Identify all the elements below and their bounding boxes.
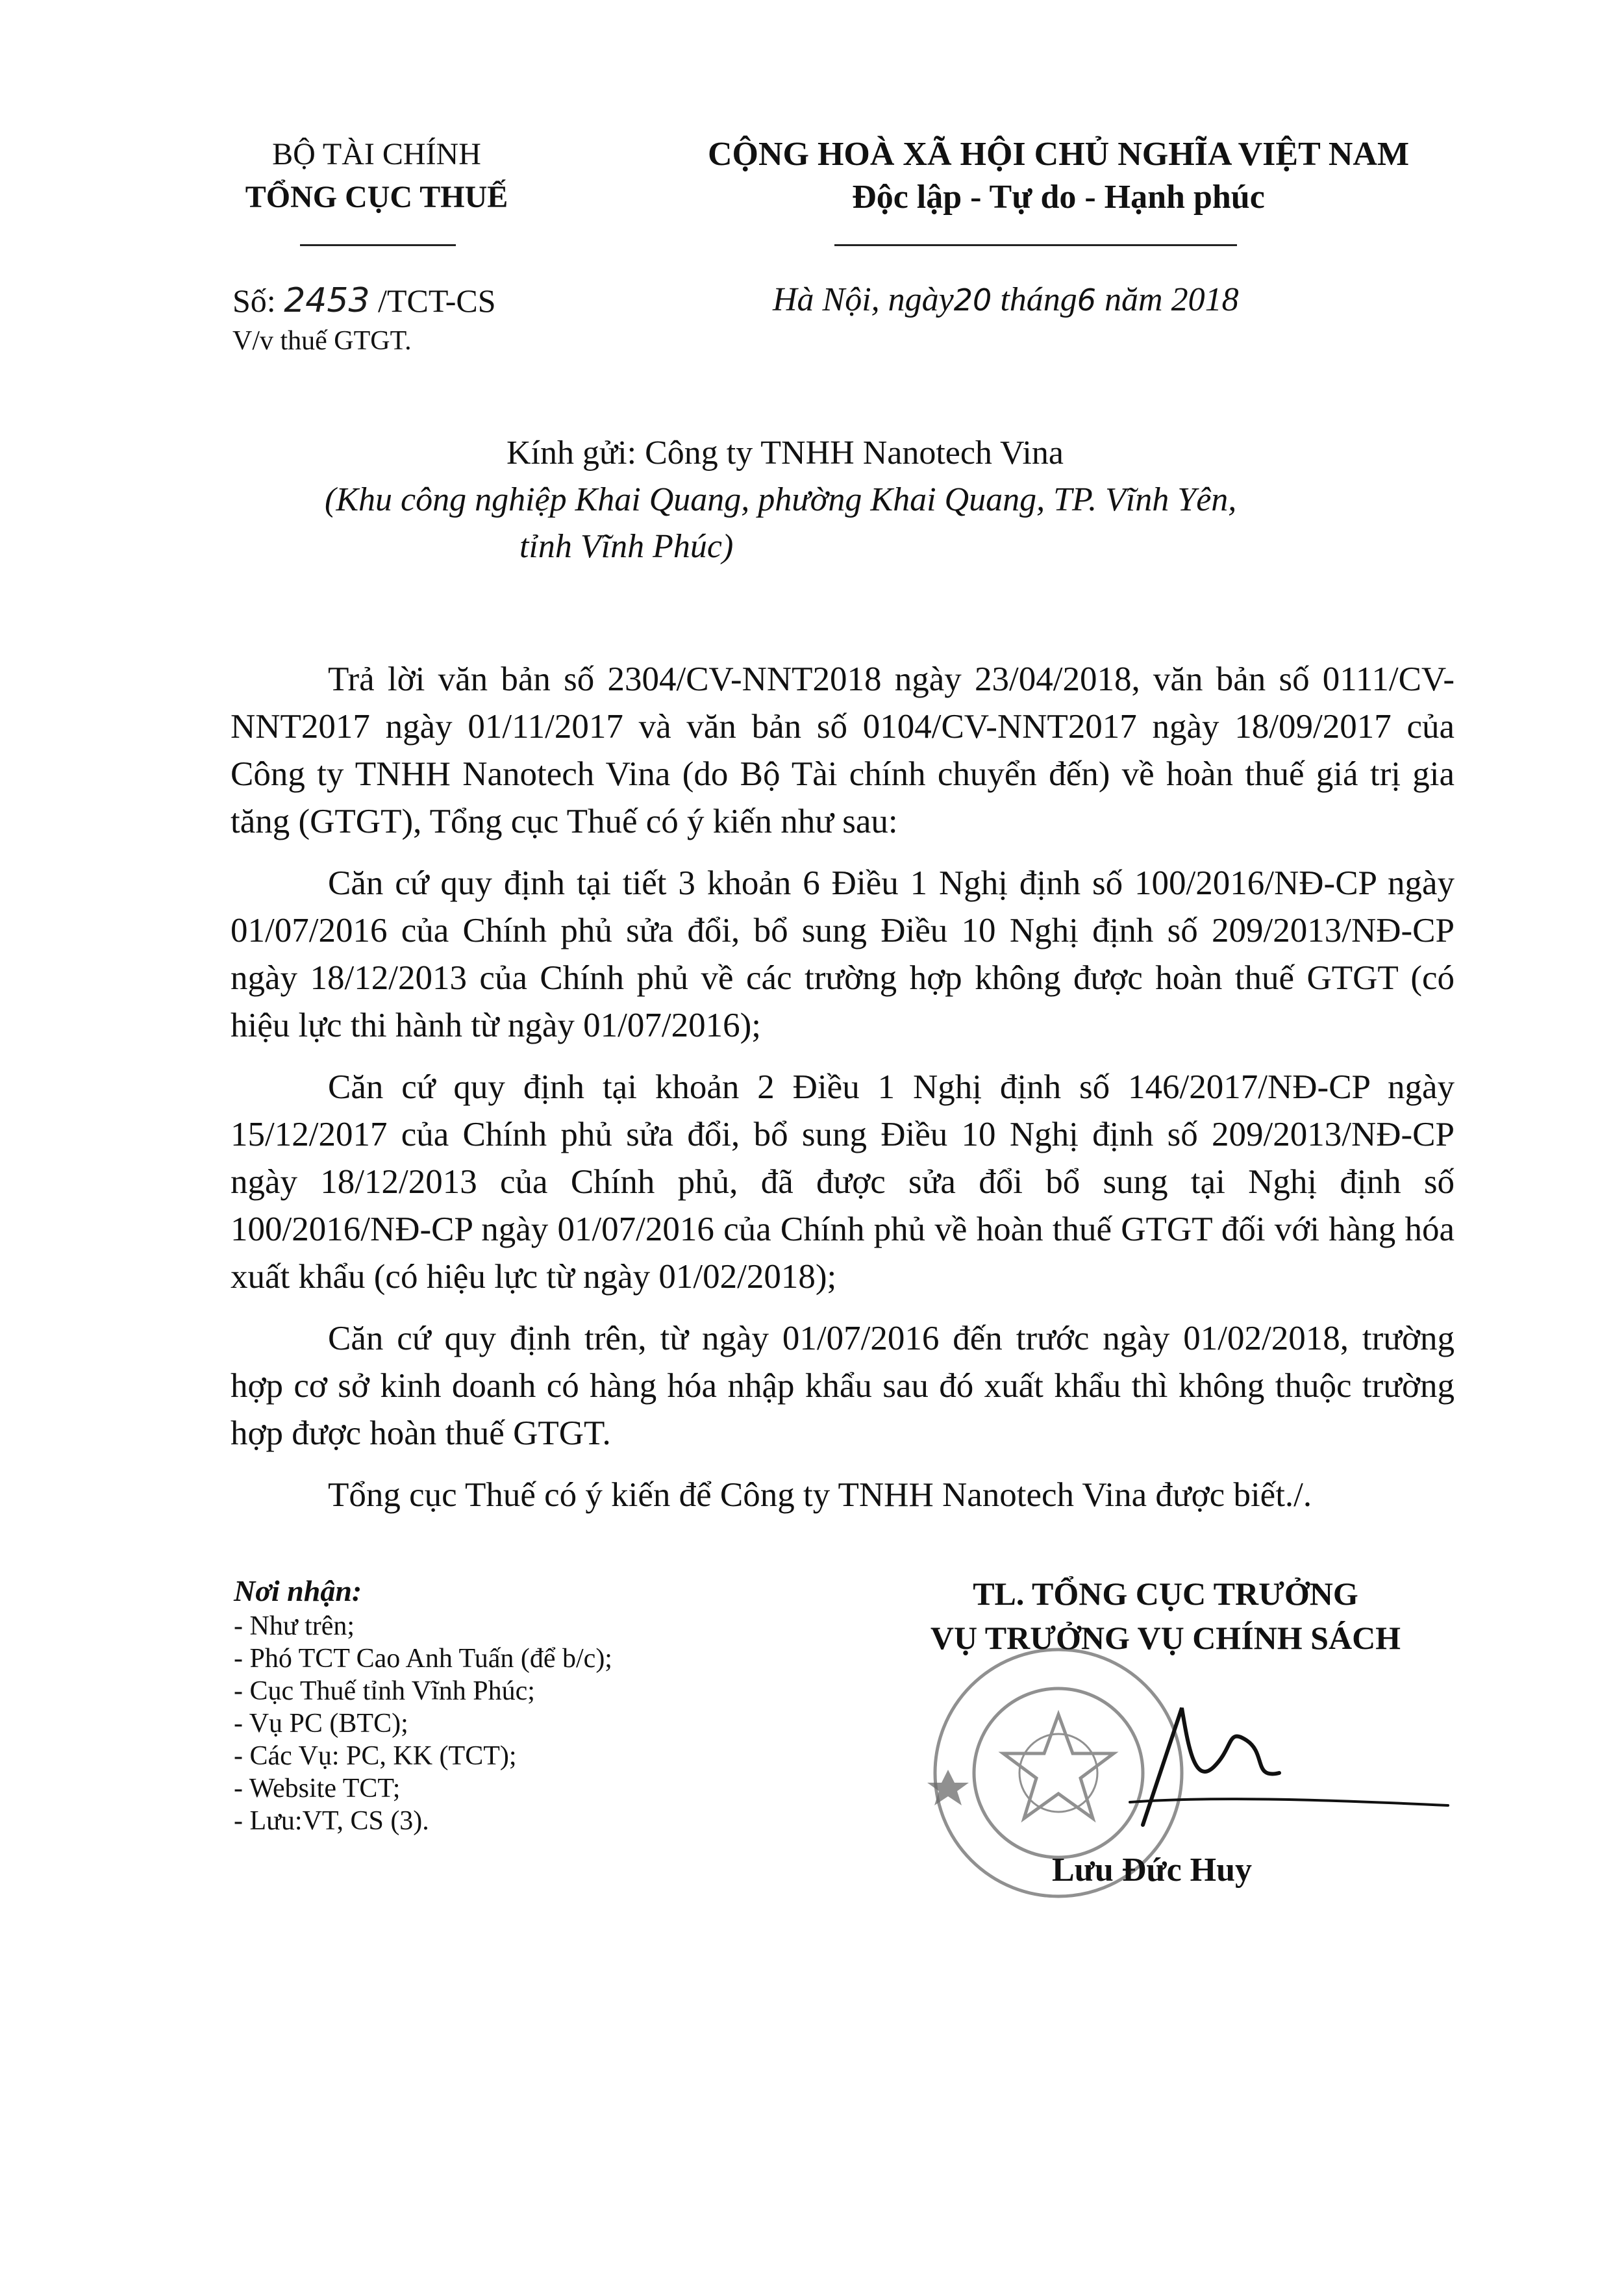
handwritten-signature-icon: [1117, 1689, 1455, 1844]
signer-name: Lưu Đức Huy: [1052, 1852, 1253, 1889]
recipients-items: [234, 1610, 612, 1837]
letter-body: [231, 656, 1455, 1533]
signature-block: [890, 1572, 1442, 1660]
date-month: 6: [1077, 283, 1097, 318]
body-paragraph-2: Căn cứ quy định tại tiết 3 khoản 6 Điều 1 Nghị định số 100/2016/NĐ-CP ngày 01/07/2016 của Chính phủ sửa đổi, bổ sung Điều 10 Nghị định số 209/2013/NĐ-CP ngày 18/12/2013 của Chính phủ về các trường hợp không được hoàn thuế GTGT (có hiệu lực thi hành từ ngày 01/07/2016);: [231, 864, 1455, 1044]
recipient-block: [325, 430, 1237, 570]
signature-line-1: TL. TỔNG CỤC TRƯỞNG: [973, 1576, 1358, 1612]
motto-underline: [834, 244, 1237, 246]
recipient-item: - Như trên;: [234, 1611, 355, 1641]
recipient-address-line2: tỉnh Vĩnh Phúc): [519, 528, 734, 565]
signature-line-2: VỤ TRƯỞNG VỤ CHÍNH SÁCH: [930, 1620, 1401, 1656]
document-number-block: [232, 281, 496, 361]
department-name: TỔNG CỤC THUẾ: [245, 180, 508, 214]
national-header: [636, 133, 1480, 219]
date-line: [773, 281, 1239, 319]
recipient-address-line1: (Khu công nghiệp Khai Quang, phường Khai Quang, TP. Vĩnh Yên,: [325, 481, 1237, 518]
recipients-list: [234, 1575, 612, 1837]
recipient-item: - Cục Thuế tỉnh Vĩnh Phúc;: [234, 1676, 535, 1706]
body-paragraph-5: Tổng cục Thuế có ý kiến để Công ty TNHH Nanotech Vina được biết./.: [328, 1476, 1312, 1514]
recipient-item: - Lưu:VT, CS (3).: [234, 1806, 429, 1836]
issuer-underline: [300, 244, 456, 246]
recipients-list-title: Nơi nhận:: [234, 1574, 362, 1607]
ministry-name: BỘ TÀI CHÍNH: [272, 137, 481, 171]
recipient-item: - Các Vụ: PC, KK (TCT);: [234, 1741, 517, 1771]
body-paragraph-4: Căn cứ quy định trên, từ ngày 01/07/2016 đến trước ngày 01/02/2018, trường hợp cơ sở kinh doanh có hàng hóa nhập khẩu sau đó xuất khẩu thì không thuộc trường hợp được hoàn thuế GTGT.: [231, 1320, 1455, 1452]
body-paragraph-1: Trả lời văn bản số 2304/CV-NNT2018 ngày 23/04/2018, văn bản số 0111/CV-NNT2017 ngày 01/11/2017 và văn bản số 0104/CV-NNT2017 ngày 18/09/2017 của Công ty TNHH Nanotech Vina (do Bộ Tài chính chuyển đến) về hoàn thuế giá trị gia tăng (GTGT), Tổng cục Thuế có ý kiến như sau:: [231, 660, 1455, 840]
motto: Độc lập - Tự do - Hạnh phúc: [852, 179, 1265, 216]
date-year: năm 2018: [1105, 281, 1239, 318]
recipient-item: - Vụ PC (BTC);: [234, 1709, 408, 1739]
date-day: 20: [953, 283, 992, 318]
doc-number-handwritten: 2453: [284, 281, 370, 320]
date-month-label: tháng: [1000, 281, 1077, 318]
doc-subject: V/v thuế GTGT.: [232, 326, 412, 356]
recipient-label: Kính gửi: Công ty TNHH Nanotech Vina: [506, 434, 1064, 471]
body-paragraph-3: Căn cứ quy định tại khoản 2 Điều 1 Nghị định số 146/2017/NĐ-CP ngày 15/12/2017 của Chính phủ sửa đổi, bổ sung Điều 10 Nghị định số 209/2013/NĐ-CP ngày 18/12/2013 của Chính phủ, đã được sửa đổi bổ sung tại Nghị định số 100/2016/NĐ-CP ngày 01/07/2016 của Chính phủ về hoàn thuế GTGT đối với hàng hóa xuất khẩu (có hiệu lực từ ngày 01/02/2018);: [231, 1068, 1455, 1296]
date-place: Hà Nội, ngày: [773, 281, 954, 318]
doc-number-prefix: Số:: [232, 283, 276, 319]
recipient-item: - Website TCT;: [234, 1774, 401, 1803]
doc-number-suffix: /TCT-CS: [378, 283, 496, 319]
recipient-item: - Phó TCT Cao Anh Tuấn (để b/c);: [234, 1644, 612, 1674]
issuer-block: [195, 133, 558, 219]
country-name: CỘNG HOÀ XÃ HỘI CHỦ NGHĨA VIỆT NAM: [707, 136, 1410, 173]
